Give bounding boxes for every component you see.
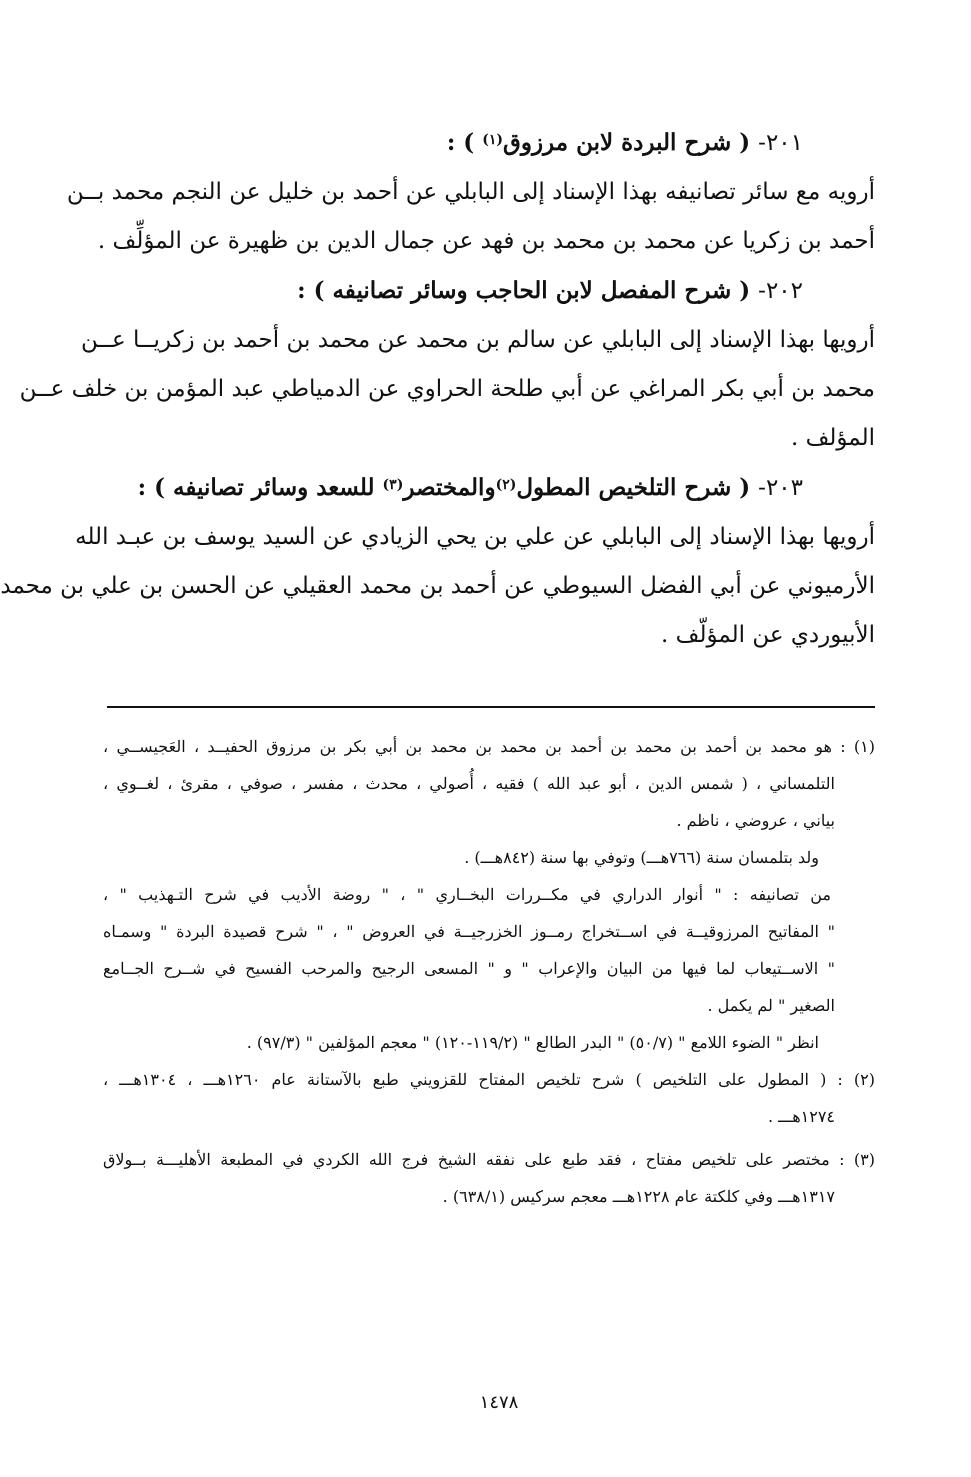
footnote-line: بياني ، عروضي ، ناظم . xyxy=(676,811,835,830)
footnote-line: (٢) : ( المطول على التلخيص ) شرح تلخيص المفتاح للقزويني طبع بالآستانة عام ١٢٦٠هـــ ، ١٣٠٤هـــ ، xyxy=(103,1070,875,1089)
entry-title-part: ( شرح التلخيص المطول xyxy=(516,474,751,501)
body-line: الأبيوردي عن المؤلّف . xyxy=(661,622,875,648)
footnote-line: ١٢٧٤هـــ . xyxy=(767,1107,835,1126)
footnote-ref[interactable]: (٢) xyxy=(495,477,517,493)
entry-201-body xyxy=(66,168,875,266)
entry-number: ٢٠٣- xyxy=(758,475,803,501)
entry-title: ( شرح البردة لابن مرزوق xyxy=(503,129,751,156)
entry-title-close: ) : xyxy=(446,129,475,156)
entry-title: ( شرح المفصل لابن الحاجب وسائر تصانيفه ) : xyxy=(297,277,751,304)
body-line: المؤلف . xyxy=(790,425,875,451)
body-line: محمد بن أبي بكر المراغي عن أبي طلحة الحراوي عن الدمياطي عبد المؤمن بن خلف عــن xyxy=(19,376,875,402)
footnote-1 xyxy=(103,728,875,1061)
footnote-line: التلمساني ، ( شمس الدين ، أبو عبد الله ) فقيه ، أُصولي ، محدث ، مفسر ، صوفي ، مقرئ ، لغــوي ، xyxy=(103,774,835,793)
footnote-line: الصغير " لم يكمل . xyxy=(707,996,835,1015)
footnote-line: انظر " الضوء اللامع " (٥٠/٧) " البدر الطالع " (١١٩/٢-١٢٠) " معجم المؤلفين " (٩٧/٣) . xyxy=(246,1033,819,1052)
entry-title-part: للسعد وسائر تصانيفه ) : xyxy=(137,474,375,501)
footnote-line: ١٣١٧هـــ وفي كلكتة عام ١٢٢٨هـــ معجم سركيس (٦٣٨/١) . xyxy=(442,1187,835,1206)
footnote-line: " الاســتيعاب لما فيها من البيان والإعراب " و " المسعى الرجيح والمرحب الفسيح في شــرح الجــامع xyxy=(103,959,835,978)
footnote-line: (١) : هو محمد بن أحمد بن محمد بن أحمد بن محمد بن محمد بن أبي بكر بن مرزوق الحفيــد ، العَجيســي ، xyxy=(103,737,875,756)
footnote-line: من تصانيفه : " أنوار الدراري في مكــررات البخــاري " ، " روضة الأديب في شرح التـهذيب " ، xyxy=(103,885,831,904)
footnote-3 xyxy=(103,1141,875,1215)
entry-number: ٢٠٢- xyxy=(758,278,803,304)
body-line: أرويها بهذا الإسناد إلى البابلي عن سالم بن محمد عن محمد بن أحمد بن زكريــا عــن xyxy=(81,327,875,353)
entry-title-part: والمختصر xyxy=(403,474,496,501)
entry-203-heading xyxy=(103,463,875,513)
footnote-line: (٣) : مختصر على تلخيص مفتاح ، فقد طبع على نفقه الشيخ فرج الله الكردي في المطبعة الأهليـــة بــولاق xyxy=(103,1150,875,1169)
entry-number: ٢٠١- xyxy=(758,130,803,156)
body-line: أحمد بن زكريا عن محمد بن محمد بن فهد عن جمال الدين بن ظهيرة عن المؤلِّف . xyxy=(97,228,875,254)
footnote-2 xyxy=(103,1061,875,1135)
footnotes xyxy=(103,728,875,1215)
footnote-line: ولد بتلمسان سنة (٧٦٦هـــ) وتوفي بها سنة (٨٤٢هـــ) . xyxy=(464,848,819,867)
body-line: أرويها بهذا الإسناد إلى البابلي عن علي بن يحي الزيادي عن السيد يوسف بن عبـد الله xyxy=(75,524,875,550)
entry-202-heading xyxy=(103,266,875,316)
entry-202-body xyxy=(19,316,875,463)
footnote-ref[interactable]: (١) xyxy=(482,132,503,148)
main-text xyxy=(0,118,875,660)
footnote-line: " المفاتيح المرزوقيــة في اســتخراج رمــوز الخزرجيــة في العروض " ، " شرح قصيدة البردة " وسمـاه xyxy=(103,922,835,941)
page-number: ١٤٧٨ xyxy=(479,1392,519,1413)
entry-201-heading xyxy=(103,118,875,168)
body-line: الأرميوني عن أبي الفضل السيوطي عن أحمد بن محمد العقيلي عن الحسن بن علي بن محمد xyxy=(0,573,875,599)
body-line: أرويه مع سائر تصانيفه بهذا الإسناد إلى البابلي عن أحمد بن خليل عن النجم محمد بــن xyxy=(66,179,875,205)
footnote-ref[interactable]: (٣) xyxy=(382,477,404,493)
footnote-separator xyxy=(107,706,875,708)
entry-203-body xyxy=(0,513,875,660)
